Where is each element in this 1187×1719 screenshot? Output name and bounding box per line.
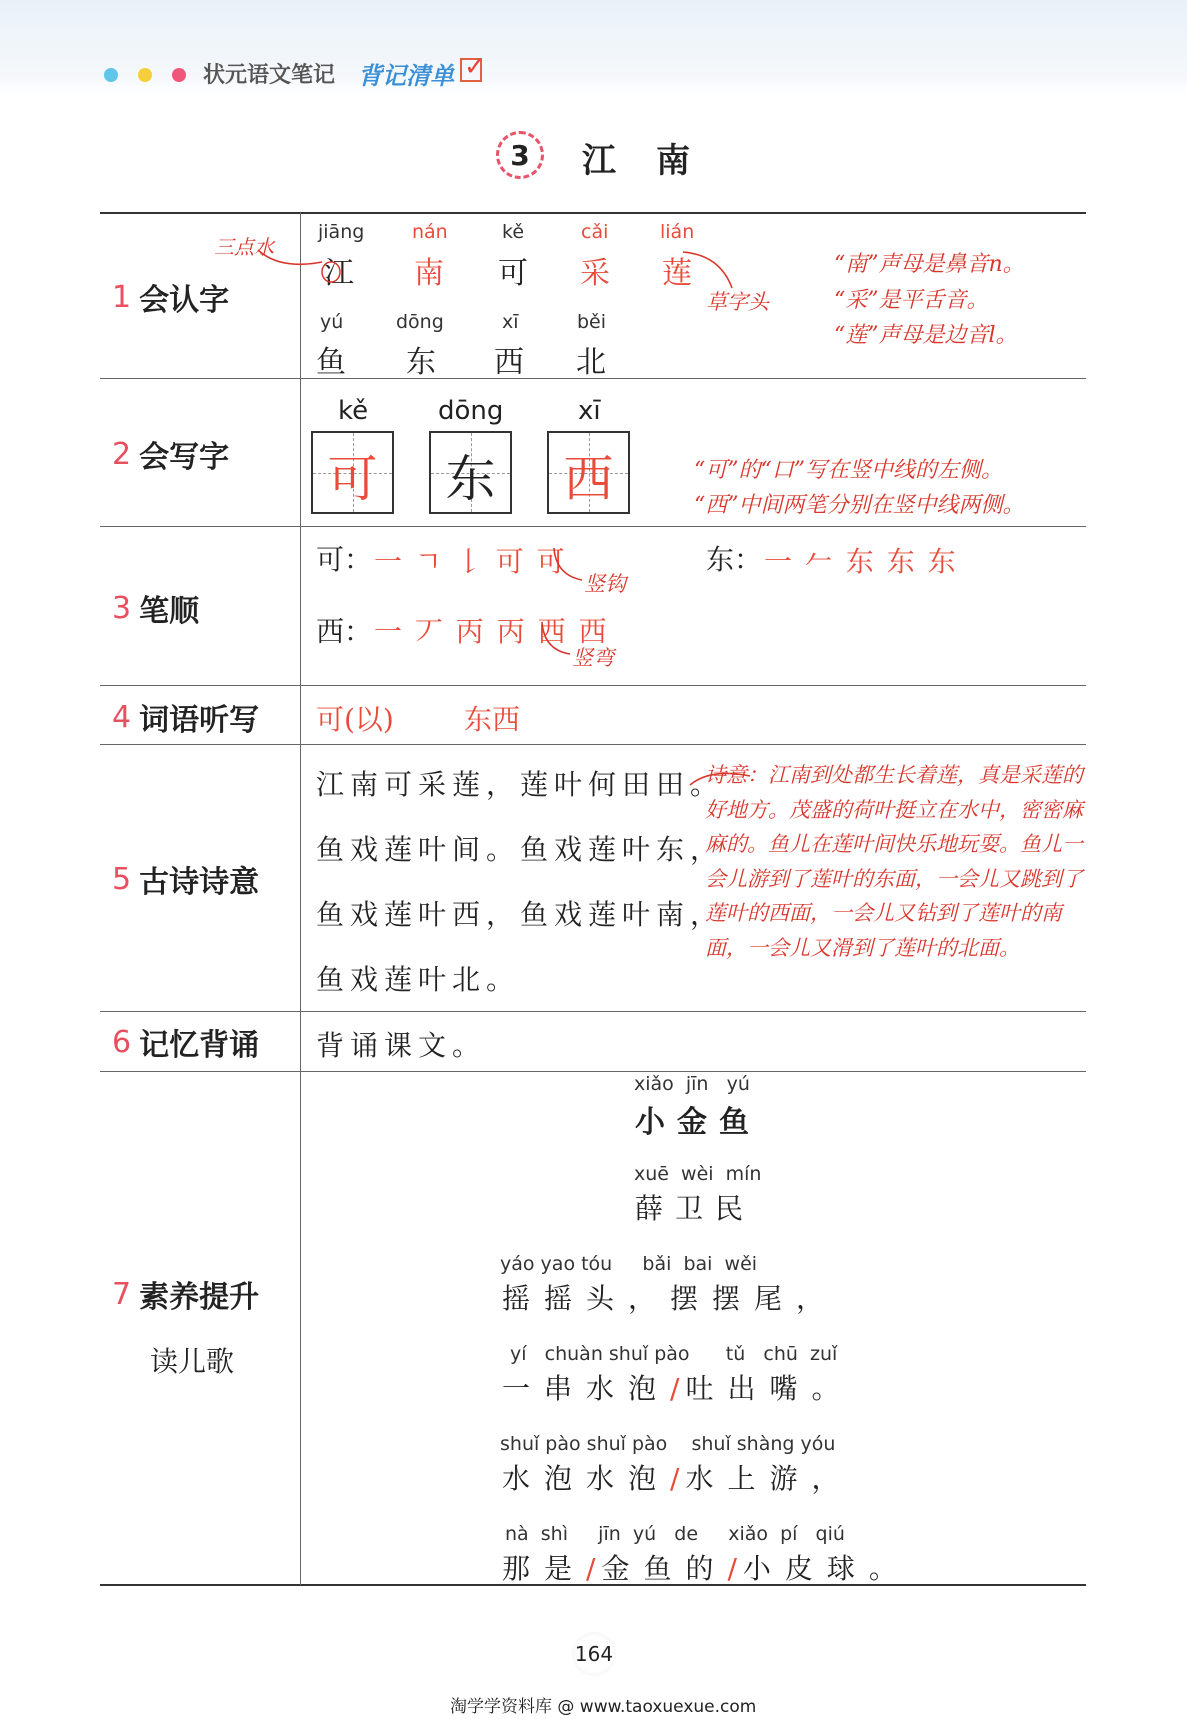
pinyin: yáo yao tóu bǎi bai wěi — [500, 1253, 758, 1275]
annotation-note: “莲”声母是边音l。 — [834, 323, 1018, 348]
pinyin: xī — [578, 396, 601, 426]
stroke-label: 东： — [706, 543, 763, 576]
pinyin: nà shì jīn yú de xiǎo pí qiú — [505, 1523, 845, 1545]
row-sub-label: 读儿歌 — [150, 1345, 235, 1378]
header-badge: 背记清单 — [358, 62, 454, 90]
row-number: 5 — [112, 861, 132, 897]
character: 莲 — [662, 256, 692, 291]
pinyin: kě — [338, 396, 369, 426]
poem-line: 鱼戏莲叶西，鱼戏莲叶南， — [316, 898, 725, 931]
character: 鱼 — [316, 345, 346, 380]
song-line: 摇摇头，摆摆尾， — [502, 1282, 839, 1315]
song-phrase: 小皮球。 — [742, 1552, 911, 1585]
pinyin: shuǐ pào shuǐ pào shuǐ shàng yóu — [500, 1433, 836, 1455]
song-phrase: 一串水泡 — [502, 1372, 671, 1405]
song-phrase: 水泡水泡 — [502, 1462, 671, 1495]
row-label-text: 会认字 — [139, 283, 230, 318]
pinyin: lián — [660, 221, 695, 243]
annotation-note: “采”是平舌音。 — [834, 288, 989, 313]
song-phrase: 吐出嘴。 — [685, 1372, 854, 1405]
pause-slash: / — [670, 1372, 686, 1405]
song-phrase: 水上游， — [685, 1462, 854, 1495]
poem-meaning: 诗意：江南到处都生长着莲，真是采莲的好地方。茂盛的荷叶挺立在水中，密密麻麻的。鱼儿在莲叶间快乐地玩耍。鱼儿一会儿游到了莲叶的东面，一会儿又跳到了莲叶的西面，一会儿又钻到了莲叶的南面，一会儿又滑到了莲叶的北面。 — [705, 763, 1083, 960]
lesson-title: 江南 — [582, 141, 730, 181]
row-label-strokes — [112, 586, 199, 630]
pinyin: dōng — [396, 311, 444, 333]
pinyin: kě — [502, 221, 525, 243]
song-line — [502, 1457, 853, 1497]
row-number: 7 — [112, 1276, 132, 1312]
poem-line: 江南可采莲，莲叶何田田。 — [316, 768, 725, 801]
song-phrase: 那是 — [502, 1552, 587, 1585]
row-number: 4 — [112, 699, 132, 735]
pinyin: běi — [577, 311, 607, 333]
row-label-recognize — [112, 275, 229, 319]
character: 江 — [324, 256, 354, 291]
stroke-sequence: 一 ㄱ 𠄌 可 可 — [374, 545, 567, 578]
pinyin: xī — [502, 311, 519, 333]
character: 采 — [580, 256, 610, 291]
character: 可 — [498, 256, 528, 291]
character: 东 — [406, 345, 436, 380]
annotation-note: 竖钩 — [584, 572, 626, 596]
pause-slash: / — [727, 1552, 743, 1585]
character: 可 — [327, 450, 378, 508]
lesson-number: 3 — [496, 131, 544, 179]
row-label-text: 古诗诗意 — [139, 865, 260, 900]
row-number: 3 — [112, 590, 132, 626]
row-number: 6 — [112, 1024, 132, 1060]
pinyin: nán — [412, 221, 448, 243]
divider — [100, 1011, 1086, 1012]
song-author: 薛卫民 — [635, 1192, 756, 1225]
writing-grid — [429, 431, 512, 514]
pinyin: jiāng — [318, 221, 365, 243]
annotation-note: “南”声母是鼻音n。 — [834, 252, 1025, 277]
row-label-dictation — [112, 695, 259, 739]
annotation-note: “可”的“口”写在竖中线的左侧。 — [694, 458, 1003, 483]
character: 东 — [445, 450, 496, 508]
row-label-text: 笔顺 — [139, 594, 200, 629]
song-phrase: 金鱼的 — [601, 1552, 728, 1585]
pause-slash: / — [586, 1552, 602, 1585]
annotation-note: “西”中间两笔分别在竖中线两侧。 — [694, 493, 1025, 518]
stroke-sequence: 一 𠂉 东 东 东 — [764, 545, 958, 578]
song-line — [502, 1547, 911, 1587]
stroke-sequence: 一 丆 丙 丙 西 西 — [374, 615, 609, 648]
song-line — [502, 1367, 853, 1407]
dictation-word: 东西 — [464, 703, 521, 736]
writing-grid — [547, 431, 630, 514]
pause-slash: / — [670, 1462, 686, 1495]
dictation-word: 可(以) — [316, 703, 394, 736]
header-dot-pink — [172, 68, 186, 82]
header-dot-blue — [104, 68, 118, 82]
pinyin: xuē wèi mín — [634, 1163, 762, 1185]
row-number: 2 — [112, 436, 132, 472]
pinyin: yí chuàn shuǐ pào tǔ chū zuǐ — [510, 1343, 838, 1365]
page-header — [0, 0, 1187, 96]
pinyin: cǎi — [581, 221, 609, 243]
pinyin: dōng — [438, 396, 504, 426]
divider — [100, 526, 1086, 527]
check-icon: ✓ — [464, 52, 486, 82]
row-label-text: 素养提升 — [139, 1280, 260, 1315]
character: 南 — [414, 256, 444, 291]
divider — [100, 1071, 1086, 1072]
annotation-note: 竖弯 — [572, 646, 614, 670]
header-dot-yellow — [138, 68, 152, 82]
annotation-note: 三点水 — [214, 235, 274, 259]
page-number: 164 — [572, 1632, 616, 1676]
row-label-literacy — [112, 1272, 259, 1316]
row-label-text: 词语听写 — [139, 703, 260, 738]
divider — [100, 744, 1086, 745]
row-label-text: 记忆背诵 — [139, 1028, 260, 1063]
pinyin: xiǎo jīn yú — [634, 1073, 750, 1095]
row-number: 1 — [112, 279, 132, 315]
character: 西 — [494, 345, 524, 380]
checkbox-icon — [460, 52, 486, 82]
poem-line: 鱼戏莲叶间。鱼戏莲叶东， — [316, 833, 725, 866]
row-label-write — [112, 432, 229, 476]
row-label-text: 会写字 — [139, 440, 230, 475]
pinyin: yú — [320, 311, 344, 333]
footer-watermark: 淘学学资料库 @ www.taoxuexue.com — [450, 1697, 757, 1717]
header-title: 状元语文笔记 — [203, 63, 336, 88]
stroke-label: 西： — [316, 615, 373, 648]
divider — [100, 685, 1086, 686]
writing-grid — [311, 431, 394, 514]
recite-text: 背诵课文。 — [316, 1029, 487, 1062]
stroke-label: 可： — [316, 543, 373, 576]
poem-line: 鱼戏莲叶北。 — [316, 963, 521, 996]
song-title: 小金鱼 — [635, 1105, 761, 1140]
row-label-poem — [112, 857, 259, 901]
table-top-border — [100, 212, 1086, 214]
annotation-note: 草字头 — [706, 290, 769, 314]
row-label-recite — [112, 1020, 259, 1064]
character: 北 — [576, 345, 606, 380]
column-divider — [300, 212, 301, 1585]
character: 西 — [563, 450, 614, 508]
